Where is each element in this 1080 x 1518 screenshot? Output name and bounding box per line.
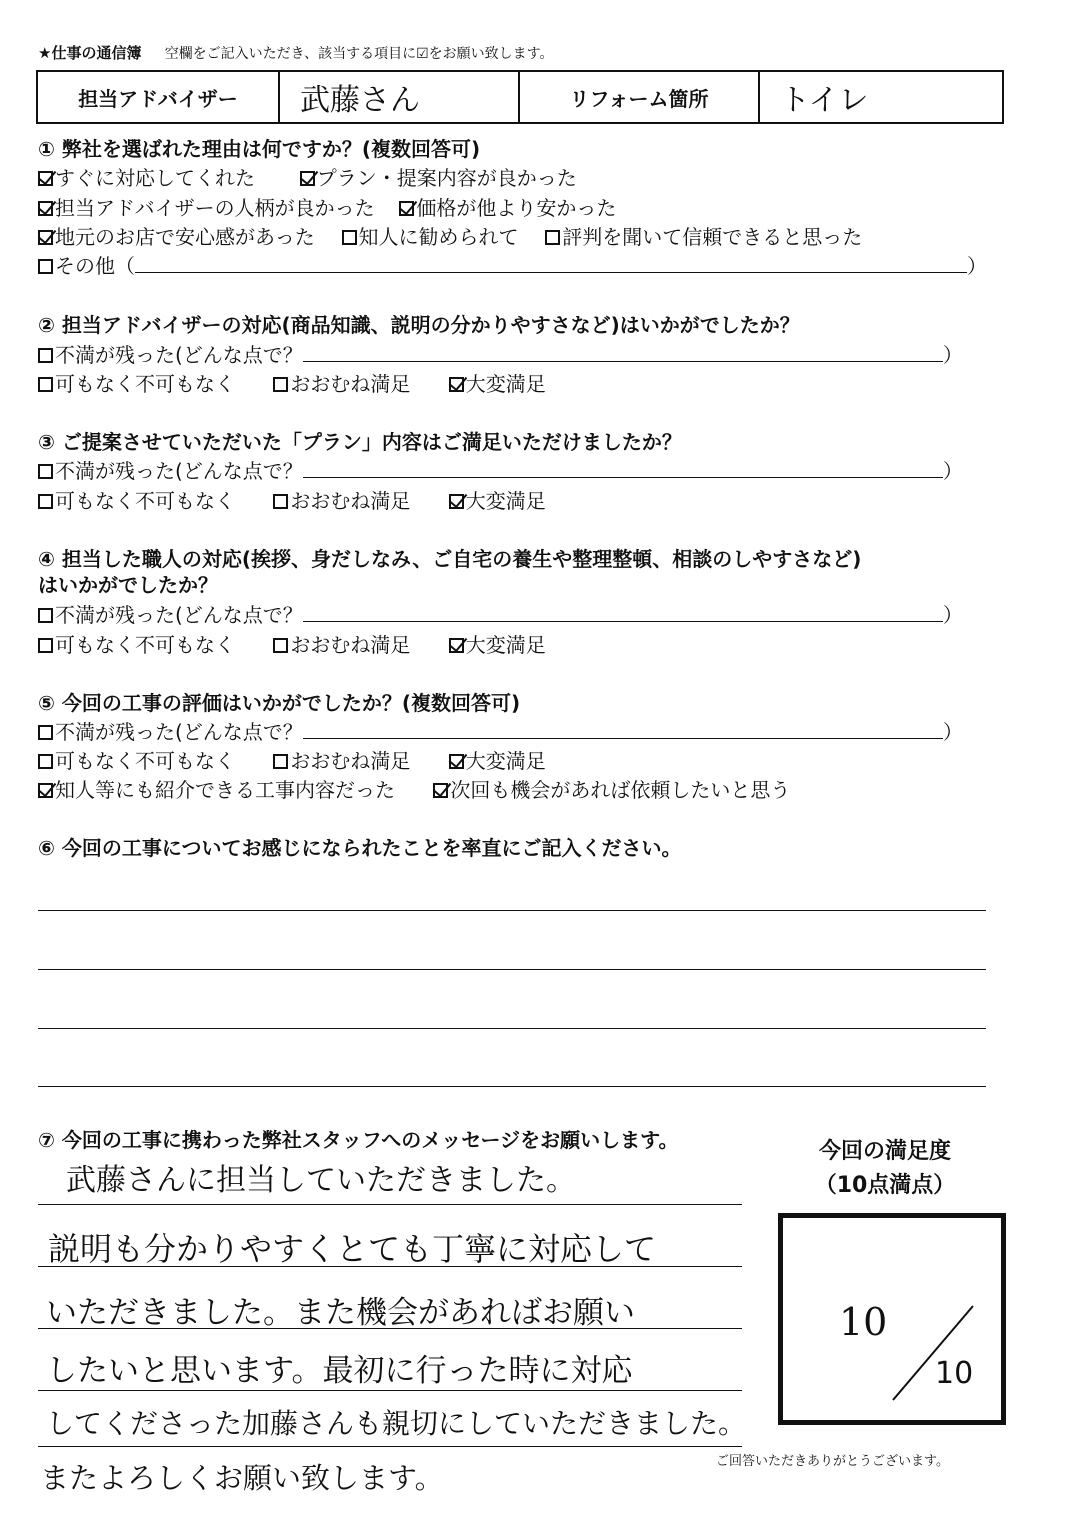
q6-line-2[interactable] [38, 969, 986, 970]
q5-very-checkbox[interactable] [449, 754, 464, 769]
score-value: 10 [839, 1300, 888, 1344]
q5-extra-row: 知人等にも紹介できる工事内容だった 次回も機会があれば依頼したいと思う [38, 774, 790, 803]
q5-ok-checkbox[interactable] [38, 754, 53, 769]
q4-ok-checkbox[interactable] [38, 638, 53, 653]
thanks-note: ご回答いただきありがとうございます。 [716, 1454, 949, 1469]
q6-title: ⑥ 今回の工事についてお感じになられたことを率直にご記入ください。 [38, 836, 682, 860]
info-table [36, 70, 1004, 124]
q1-row-3: 地元のお店で安心感があった 知人に勧められて 評判を聞いて信頼できると思った [38, 221, 862, 250]
q2-unsatisfied-checkbox[interactable] [38, 348, 53, 363]
q4-title: ④ 担当した職人の対応(挨拶、身だしなみ、ご自宅の養生や整理整頓、相談のしやすさなど) [38, 547, 862, 571]
q4-unsatisfied-checkbox[interactable] [38, 608, 53, 623]
q2-mostly-checkbox[interactable] [273, 377, 288, 392]
q1-option-4-checkbox[interactable] [38, 230, 53, 245]
q7-message-line-1: 武藤さんに担当していただきました。 [66, 1163, 576, 1198]
form-instructions: 空欄をご記入いただき、該当する項目に☑をお願い致します。 [164, 46, 554, 62]
q7-rule-2 [38, 1266, 742, 1267]
advisor-label: 担当アドバイザー [38, 72, 280, 122]
q3-ok-checkbox[interactable] [38, 494, 53, 509]
q3-rating-row: 可もなく不可もなく おおむね満足 大変満足 [38, 485, 546, 514]
q5-reason-field[interactable] [303, 720, 943, 739]
q3-reason-field[interactable] [303, 459, 943, 478]
score-title: 今回の満足度 （10点満点） [814, 1139, 956, 1198]
q5-mostly-checkbox[interactable] [273, 754, 288, 769]
q7-message-line-5: してくださった加藤さんも親切にしていただきました。 [46, 1407, 747, 1440]
form-title: ★仕事の通信簿 [38, 44, 142, 62]
q5-unsatisfied-checkbox[interactable] [38, 725, 53, 740]
form-header [38, 42, 554, 63]
location-value[interactable]: トイレ [780, 83, 869, 118]
q1-other-field[interactable] [135, 254, 967, 273]
q1-row-2: 担当アドバイザーの人柄が良かった 価格が他より安かった [38, 192, 616, 221]
q5-again-checkbox[interactable] [433, 783, 448, 798]
q5-title: ⑤ 今回の工事の評価はいかがでしたか？(複数回答可) [38, 691, 521, 715]
q7-rule-1 [38, 1204, 742, 1205]
q7-message-line-2: 説明も分かりやすくとても丁寧に対応して [48, 1230, 657, 1268]
q7-message-line-6: またよろしくお願い致します。 [40, 1461, 444, 1495]
q6-line-1[interactable] [38, 910, 986, 911]
advisor-value[interactable]: 武藤さん [280, 72, 520, 122]
q2-rating-row: 可もなく不可もなく おおむね満足 大変満足 [38, 368, 546, 397]
q6-line-3[interactable] [38, 1028, 986, 1029]
q2-very-checkbox[interactable] [449, 377, 464, 392]
q2-ok-checkbox[interactable] [38, 377, 53, 392]
q1-option-3-checkbox[interactable] [399, 201, 414, 216]
q4-rating-row: 可もなく不可もなく おおむね満足 大変満足 [38, 629, 546, 658]
q1-title: ① 弊社を選ばれた理由は何ですか？(複数回答可) [38, 137, 481, 161]
location-label: リフォーム箇所 [520, 72, 760, 122]
q4-very-checkbox[interactable] [449, 638, 464, 653]
q5-rating-row: 可もなく不可もなく おおむね満足 大変満足 [38, 745, 546, 774]
score-box[interactable] [778, 1213, 1006, 1425]
q1-other-checkbox[interactable] [38, 259, 53, 274]
q4-title-line2: はいかがでしたか？ [38, 573, 218, 597]
q2-title: ② 担当アドバイザーの対応(商品知識、説明の分かりやすさなど)はいかがでしたか？ [38, 313, 800, 337]
q7-message-line-4: したいと思います。最初に行った時に対応 [46, 1353, 633, 1389]
q7-rule-3 [38, 1328, 742, 1329]
q3-mostly-checkbox[interactable] [273, 494, 288, 509]
q7-message-line-3: いただきました。また機会があればお願い [46, 1295, 635, 1331]
q2-unsatisfied-row: 不満が残った(どんな点で？ ） [38, 339, 963, 368]
q3-unsatisfied-row: 不満が残った(どんな点で？ ） [38, 455, 963, 484]
q1-option-2-checkbox[interactable] [38, 201, 53, 216]
q4-unsatisfied-row: 不満が残った(どんな点で？ ） [38, 599, 963, 628]
q3-unsatisfied-checkbox[interactable] [38, 464, 53, 479]
q4-reason-field[interactable] [303, 603, 943, 622]
q1-option-5-checkbox[interactable] [342, 230, 357, 245]
q5-refer-checkbox[interactable] [38, 783, 53, 798]
q7-title: ⑦ 今回の工事に携わった弊社スタッフへのメッセージをお願いします。 [38, 1128, 679, 1152]
q3-title: ③ ご提案させていただいた「プラン」内容はご満足いただけましたか？ [38, 430, 682, 454]
q7-rule-4 [38, 1390, 742, 1391]
q1-other-row: その他（ ） [38, 250, 987, 279]
q1-row-1: すぐに対応してくれた プラン・提案内容が良かった [38, 162, 577, 191]
score-max: 10 [935, 1356, 974, 1391]
q2-reason-field[interactable] [303, 343, 943, 362]
q5-unsatisfied-row: 不満が残った(どんな点で？ ） [38, 716, 963, 745]
q7-rule-5 [38, 1446, 742, 1447]
q4-mostly-checkbox[interactable] [273, 638, 288, 653]
q1-option-1-checkbox[interactable] [300, 171, 315, 186]
q6-line-4[interactable] [38, 1086, 986, 1087]
q3-very-checkbox[interactable] [449, 494, 464, 509]
q1-option-6-checkbox[interactable] [545, 230, 560, 245]
q1-option-0-checkbox[interactable] [38, 171, 53, 186]
